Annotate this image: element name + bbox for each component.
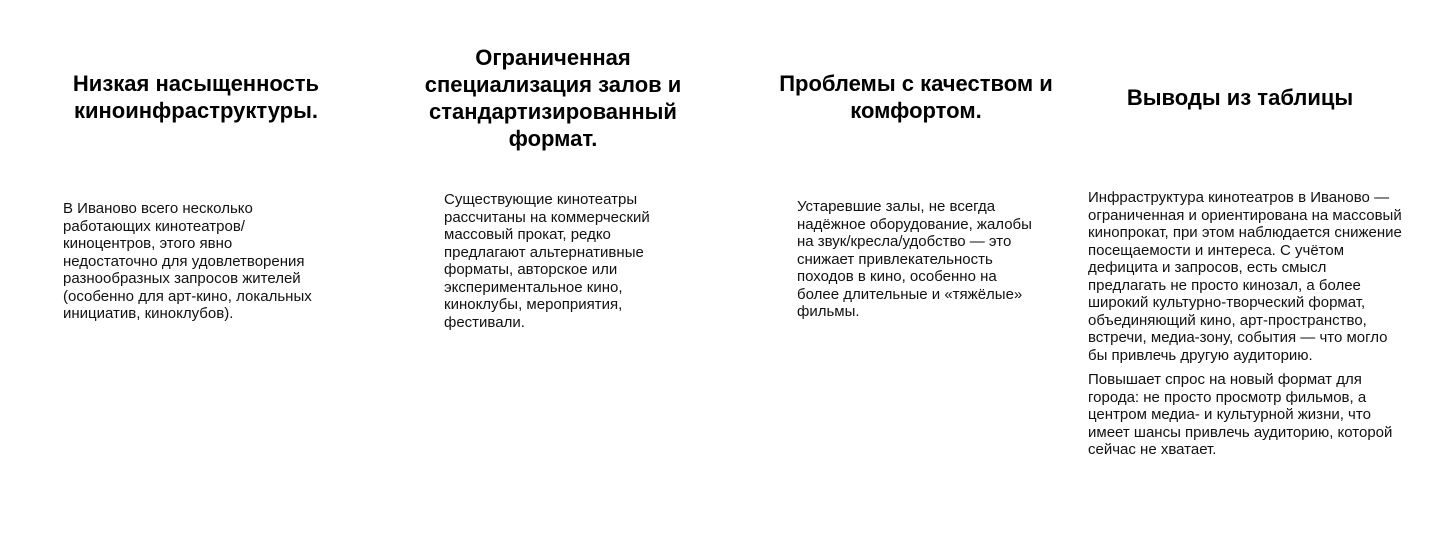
column-3-body <box>797 198 1041 321</box>
conclusions-heading: Выводы из таблицы <box>1126 85 1354 110</box>
column-1-body <box>63 200 325 323</box>
column-3-paragraph: Устаревшие залы, не всегда надёжное оборудование, жалобы на звук/кресла/удобство — это снижает привлекательность походов в кино, особенно на более длительные и «тяжёлые» фильмы. <box>797 198 1032 320</box>
column-2-body <box>444 191 666 331</box>
column-1-heading: Низкая насыщенность киноинфраструктуры. <box>72 71 320 123</box>
conclusions-paragraph-2: Повышает спрос на новый формат для города: не просто просмотр фильмов, а центром медиа- и культурной жизни, что имеет шансы привлечь аудиторию, которой сейчас не хватает. <box>1088 371 1393 458</box>
column-2-paragraph: Существующие кинотеатры рассчитаны на коммерческий массовый прокат, редко предлагают альтернативные форматы, авторское или экспериментальное кино, киноклубы, мероприятия, фестивали. <box>444 191 650 331</box>
column-3-heading: Проблемы с качеством и комфортом. <box>779 71 1053 123</box>
conclusions-body <box>1088 189 1406 459</box>
column-1-paragraph: В Иваново всего несколько работающих кинотеатров/киноцентров, этого явно недостаточно для удовлетворения разнообразных запросов жителей (особенно для арт-кино, локальных инициатив, киноклубов). <box>63 200 312 322</box>
column-2-heading: Ограниченная специализация залов и стандартизированный формат. <box>424 45 682 151</box>
conclusions-paragraph-1: Инфраструктура кинотеатров в Иваново — ограниченная и ориентирована на массовый кинопрокат, при этом наблюдается снижение посещаемости и интереса. С учётом дефицита и запросов, есть смысл предлагать не просто кинозал, а более широкий культурно-творческий формат, объединяющий кино, арт-пространство, встречи, медиа-зону, события — что могло бы привлечь другую аудиторию. <box>1088 189 1402 364</box>
